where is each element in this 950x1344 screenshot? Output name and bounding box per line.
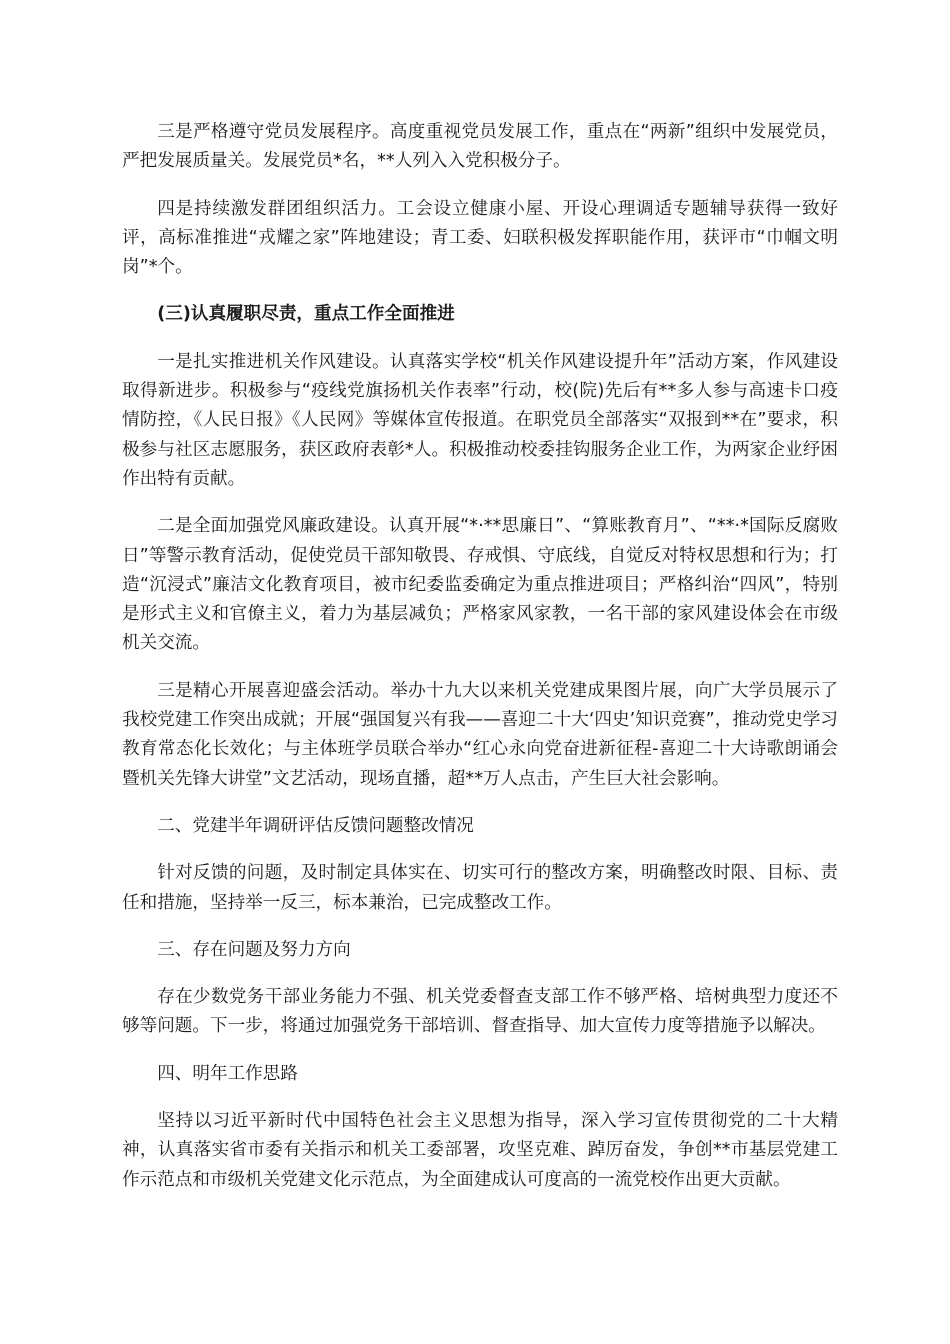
document-body (122, 118, 838, 1213)
paragraph-integrity-building: 二是全面加强党风廉政建设。认真开展“*·**思廉日”、“算账教育月”、“**·*国际反腐败日”等警示教育活动，促使党员干部知敬畏、存戒惧、守底线，自觉反对特权思想和行为；打造“沉浸式”廉洁文化教育项目，被市纪委监委确定为重点推进项目；严格纠治“四风”，特别是形式主义和官僚主义，着力为基层减负；严格家风家教，一名干部的家风建设体会在市级机关交流。 (122, 516, 838, 654)
paragraph-next-year: 坚持以习近平新时代中国特色社会主义思想为指导，深入学习宣传贯彻党的二十大精神，认真落实省市委有关指示和机关工委部署，攻坚克难、踔厉奋发，争创**市基层党建工作示范点和市级机关党建文化示范点，为全面建成认可度高的一流党校作出更大贡献。 (122, 1111, 838, 1190)
section-heading-rectification: 二、党建半年调研评估反馈问题整改情况 (157, 815, 474, 836)
paragraph-rectification: 针对反馈的问题，及时制定具体实在、切实可行的整改方案，明确整改时限、目标、责任和措施，坚持举一反三，标本兼治，已完成整改工作。 (122, 863, 838, 913)
section-heading-key-work: (三)认真履职尽责，重点工作全面推进 (157, 304, 455, 325)
paragraph-work-style: 一是扎实推进机关作风建设。认真落实学校“机关作风建设提升年”活动方案，作风建设取得新进步。积极参与“疫线党旗扬机关作表率”行动，校(院)先后有**多人参与高速卡口疫情防控，《人民日报》《人民网》等媒体宣传报道。在职党员全部落实“双报到**在”要求，积极参与社区志愿服务，获区政府表彰*人。积极推动校委挂钩服务企业工作，为两家企业纾困作出特有贡献。 (122, 351, 838, 489)
paragraph-problems: 存在少数党务干部业务能力不强、机关党委督查支部工作不够严格、培树典型力度还不够等问题。下一步，将通过加强党务干部培训、督查指导、加大宣传力度等措施予以解决。 (122, 987, 838, 1037)
section-heading-next-year: 四、明年工作思路 (157, 1063, 298, 1084)
section-heading-problems: 三、存在问题及努力方向 (157, 939, 351, 960)
paragraph-celebration-activities: 三是精心开展喜迎盛会活动。举办十九大以来机关党建成果图片展，向广大学员展示了我校党建工作突出成就；开展“强国复兴有我——喜迎二十大‘四史’知识竞赛”，推动党史学习教育常态化长效化；与主体班学员联合举办“红心永向党奋进新征程-喜迎二十大诗歌朗诵会暨机关先锋大讲堂”文艺活动，现场直播，超**万人点击，产生巨大社会影响。 (122, 680, 838, 789)
paragraph-mass-organizations: 四是持续激发群团组织活力。工会设立健康小屋、开设心理调适专题辅导获得一致好评，高标准推进“戎耀之家”阵地建设；青工委、妇联积极发挥职能作用，获评市“巾帼文明岗”*个。 (122, 198, 838, 278)
paragraph-party-member-development: 三是严格遵守党员发展程序。高度重视党员发展工作，重点在“两新”组织中发展党员，严把发展质量关。发展党员*名，**人列入入党积极分子。 (122, 122, 838, 172)
